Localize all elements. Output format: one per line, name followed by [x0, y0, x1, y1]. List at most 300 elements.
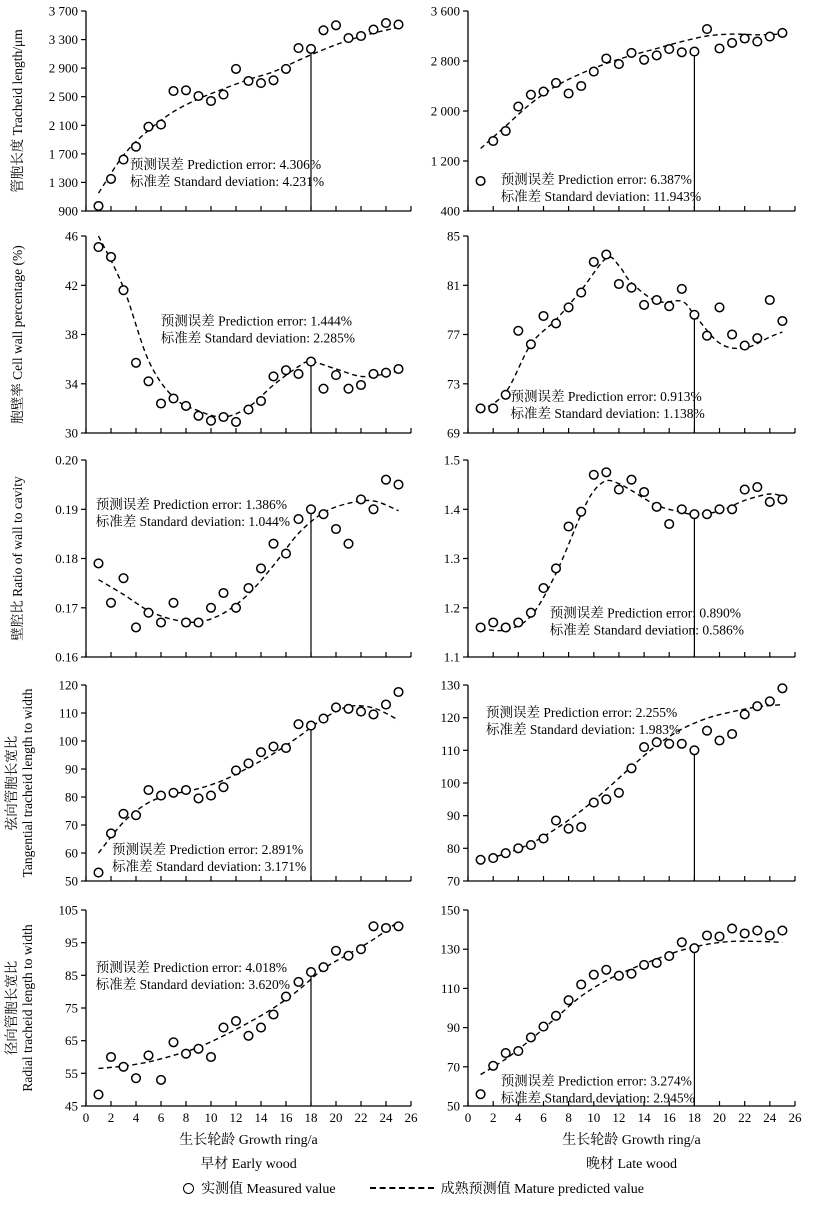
data-point: [169, 87, 178, 96]
prediction-error-annotation: 预测误差 Prediction error: 4.306%: [129, 157, 322, 172]
data-point: [332, 703, 341, 712]
data-point: [344, 539, 353, 548]
data-point: [344, 951, 353, 960]
x-tick-label: 0: [82, 1110, 90, 1125]
data-point: [207, 97, 216, 106]
data-point: [94, 559, 103, 568]
data-point: [501, 623, 510, 632]
data-point: [615, 485, 624, 494]
measured-points: [476, 924, 786, 1098]
data-point: [690, 944, 699, 953]
y-tick-label: 70: [447, 873, 460, 889]
prediction-error-annotation: 预测误差 Prediction error: 0.913%: [510, 388, 702, 404]
data-point: [394, 365, 403, 374]
data-point: [715, 44, 724, 53]
prediction-error-annotation: 预测误差 Prediction error: 6.387%: [500, 172, 692, 187]
data-point: [132, 1074, 141, 1083]
data-point: [728, 924, 737, 933]
x-tick-label: 18: [304, 1110, 318, 1125]
y-tick-label: 1 700: [48, 146, 78, 162]
data-point: [332, 21, 341, 30]
x-tick-label: 20: [329, 1110, 343, 1125]
data-point: [652, 959, 661, 968]
y-tick-label: 2 000: [430, 103, 460, 119]
standard-deviation-annotation: 标准差 Standard deviation: 4.231%: [129, 174, 325, 189]
x-axis-title-early: 生长轮龄 Growth ring/a: [179, 1133, 318, 1148]
data-point: [157, 1076, 166, 1085]
y-tick-label: 1.4: [443, 501, 460, 517]
data-point: [344, 705, 353, 714]
data-point: [307, 45, 316, 54]
data-point: [690, 47, 699, 56]
y-axis-title: 径向管胞长宽比: [4, 960, 19, 1056]
y-tick-label: 70: [447, 1059, 460, 1075]
y-tick-label: 70: [65, 817, 78, 833]
data-point: [357, 707, 366, 716]
data-point: [282, 992, 291, 1001]
y-tick-label: 75: [65, 1000, 78, 1016]
data-point: [514, 844, 523, 853]
data-point: [319, 384, 328, 393]
data-point: [319, 963, 328, 972]
data-point: [539, 87, 548, 96]
data-point: [232, 766, 241, 775]
data-point: [590, 67, 599, 76]
data-point: [369, 370, 378, 379]
standard-deviation-annotation: 标准差 Standard deviation: 3.171%: [112, 859, 307, 874]
data-point: [678, 740, 687, 749]
y-tick-label: 1 200: [430, 153, 460, 169]
data-point: [169, 1038, 178, 1047]
data-point: [627, 49, 636, 58]
data-point: [564, 824, 573, 833]
data-point: [489, 404, 498, 413]
y-tick-label: 42: [65, 277, 78, 293]
y-tick-label: 100: [58, 733, 78, 749]
data-point: [715, 736, 724, 745]
data-point: [382, 475, 391, 484]
data-point: [94, 202, 103, 211]
y-axis-title: Tangential tracheid length to width: [20, 688, 35, 878]
data-point: [144, 122, 153, 131]
data-point: [703, 331, 712, 340]
data-point: [307, 357, 316, 366]
measured-points: [94, 922, 403, 1099]
x-tick-label: 22: [738, 1110, 752, 1125]
data-point: [476, 177, 485, 186]
data-point: [132, 142, 141, 151]
data-point: [369, 505, 378, 514]
data-point: [602, 795, 611, 804]
data-point: [244, 584, 253, 593]
data-point: [778, 495, 787, 504]
data-point: [144, 377, 153, 386]
legend-measured-label: 实测值 Measured value: [201, 1182, 336, 1197]
data-point: [740, 34, 749, 43]
data-point: [501, 849, 510, 858]
data-point: [119, 1063, 128, 1072]
x-tick-label: 26: [404, 1110, 418, 1125]
measured-points: [476, 25, 786, 186]
data-point: [564, 522, 573, 531]
y-axis-title: Radial tracheid length to width: [20, 924, 35, 1092]
y-tick-label: 60: [65, 845, 78, 861]
data-point: [257, 564, 266, 573]
data-point: [690, 510, 699, 519]
data-point: [740, 929, 749, 938]
y-axis-title: 胞壁率 Cell wall percentage (%): [10, 245, 25, 424]
data-point: [144, 608, 153, 617]
x-tick-label: 10: [204, 1110, 218, 1125]
data-point: [665, 740, 674, 749]
data-point: [357, 495, 366, 504]
data-point: [690, 311, 699, 320]
y-tick-label: 3 600: [430, 3, 460, 19]
data-point: [514, 618, 523, 627]
data-point: [194, 92, 203, 101]
data-point: [382, 700, 391, 709]
data-point: [564, 996, 573, 1005]
data-point: [552, 816, 561, 825]
data-point: [144, 1051, 153, 1060]
y-tick-label: 90: [447, 808, 460, 824]
y-tick-label: 2 800: [430, 53, 460, 69]
y-tick-label: 38: [65, 327, 78, 342]
data-point: [476, 1090, 485, 1099]
data-point: [539, 1022, 548, 1031]
x-tick-label: 24: [379, 1110, 393, 1125]
x-tick-label: 22: [354, 1110, 368, 1125]
data-point: [382, 19, 391, 28]
data-point: [740, 485, 749, 494]
y-tick-label: 0.20: [55, 452, 78, 468]
measured-marker-icon: [183, 1183, 194, 1194]
data-point: [527, 1033, 536, 1042]
data-point: [715, 932, 724, 941]
data-point: [169, 394, 178, 403]
data-point: [740, 341, 749, 350]
data-point: [527, 841, 536, 850]
data-point: [652, 503, 661, 512]
data-point: [602, 468, 611, 477]
x-tick-label: 18: [687, 1110, 701, 1125]
data-point: [552, 564, 561, 573]
x-tick-label: 0: [464, 1110, 472, 1125]
data-point: [678, 938, 687, 947]
data-point: [282, 549, 291, 558]
data-point: [294, 978, 303, 987]
chart-early-wood-tracheid-length: [9, 4, 411, 219]
y-tick-label: 1.1: [443, 649, 460, 665]
data-point: [394, 688, 403, 697]
y-tick-label: 95: [65, 935, 78, 951]
data-point: [728, 330, 737, 339]
prediction-error-annotation: 预测误差 Prediction error: 1.386%: [95, 496, 288, 512]
y-tick-label: 34: [65, 376, 78, 392]
data-point: [307, 505, 316, 514]
y-tick-label: 85: [447, 228, 460, 244]
subtitle-early-wood: 早材 Early wood: [200, 1157, 297, 1172]
data-point: [577, 823, 586, 832]
data-point: [514, 327, 523, 336]
data-point: [501, 127, 510, 136]
data-point: [778, 926, 787, 935]
data-point: [219, 783, 228, 792]
data-point: [244, 405, 253, 414]
y-tick-label: 81: [447, 277, 460, 293]
data-point: [194, 618, 203, 627]
chart-early-wood-tangential-length-to-width: [4, 678, 411, 889]
data-point: [678, 505, 687, 514]
data-point: [332, 371, 341, 380]
data-point: [394, 20, 403, 29]
data-point: [107, 829, 116, 838]
data-point: [514, 1047, 523, 1056]
data-point: [182, 86, 191, 95]
data-point: [157, 120, 166, 129]
data-point: [640, 56, 649, 65]
legend: [0, 1178, 827, 1198]
standard-deviation-annotation: 标准差 Standard deviation: 2.945%: [500, 1090, 695, 1106]
data-point: [219, 413, 228, 422]
chart-late-wood-wall-to-cavity-ratio: [444, 453, 795, 665]
y-tick-label: 130: [440, 941, 460, 957]
legend-item-predicted: [370, 1178, 644, 1198]
data-point: [514, 102, 523, 111]
data-point: [219, 589, 228, 598]
y-tick-label: 73: [447, 376, 460, 392]
x-tick-label: 6: [540, 1110, 547, 1125]
x-tick-label: 6: [157, 1110, 165, 1125]
data-point: [552, 79, 561, 88]
y-tick-label: 130: [440, 677, 460, 693]
data-point: [728, 505, 737, 514]
x-tick-label: 12: [229, 1110, 243, 1125]
data-point: [344, 34, 353, 43]
x-tick-label: 2: [489, 1110, 497, 1125]
y-tick-label: 50: [65, 873, 78, 889]
predicted-curve: [99, 706, 399, 853]
data-point: [602, 54, 611, 63]
y-tick-label: 0.17: [55, 600, 78, 616]
chart-early-wood-cell-wall-percentage: [10, 229, 411, 441]
y-tick-label: 2 500: [48, 89, 78, 105]
data-point: [766, 32, 775, 41]
data-point: [539, 834, 548, 843]
data-point: [257, 397, 266, 406]
data-point: [107, 253, 116, 262]
data-point: [778, 29, 787, 38]
data-point: [94, 243, 103, 252]
data-point: [132, 623, 141, 632]
data-point: [615, 971, 624, 980]
data-point: [132, 359, 141, 368]
data-point: [476, 404, 485, 413]
data-point: [778, 317, 787, 326]
x-tick-label: 12: [612, 1110, 626, 1125]
data-point: [219, 1023, 228, 1032]
y-tick-label: 1.3: [443, 551, 460, 566]
data-point: [665, 952, 674, 961]
chart-late-wood-tangential-length-to-width: [441, 678, 796, 889]
data-point: [382, 924, 391, 933]
data-point: [294, 720, 303, 729]
data-point: [319, 714, 328, 723]
prediction-error-annotation: 预测误差 Prediction error: 3.274%: [500, 1073, 692, 1089]
data-point: [307, 968, 316, 977]
prediction-error-annotation: 预测误差 Prediction error: 2.255%: [486, 705, 678, 721]
data-point: [715, 505, 724, 514]
data-point: [294, 515, 303, 524]
data-point: [552, 319, 561, 328]
data-point: [489, 1062, 498, 1071]
standard-deviation-annotation: 标准差 Standard deviation: 3.620%: [95, 977, 291, 993]
data-point: [369, 710, 378, 719]
data-point: [94, 1090, 103, 1099]
data-point: [703, 25, 712, 34]
data-point: [257, 1023, 266, 1032]
data-point: [527, 608, 536, 617]
data-point: [232, 1017, 241, 1026]
data-point: [182, 786, 191, 795]
data-point: [119, 155, 128, 164]
data-point: [107, 599, 116, 608]
data-point: [728, 730, 737, 739]
data-point: [501, 1049, 510, 1058]
data-point: [527, 340, 536, 349]
data-point: [652, 296, 661, 305]
data-point: [282, 366, 291, 375]
data-point: [766, 296, 775, 305]
data-point: [665, 45, 674, 54]
chart-early-wood-radial-length-to-width: [4, 903, 418, 1126]
y-tick-label: 1 300: [48, 174, 78, 190]
data-point: [332, 525, 341, 534]
data-point: [282, 744, 291, 753]
y-tick-label: 65: [65, 1033, 78, 1049]
data-point: [766, 697, 775, 706]
data-point: [119, 574, 128, 583]
data-point: [615, 60, 624, 69]
data-point: [703, 931, 712, 940]
data-point: [489, 618, 498, 627]
data-point: [489, 854, 498, 863]
data-point: [564, 303, 573, 312]
data-point: [615, 789, 624, 798]
data-point: [282, 65, 291, 74]
data-point: [232, 604, 241, 613]
y-tick-label: 85: [65, 967, 78, 983]
data-point: [269, 76, 278, 85]
data-point: [119, 810, 128, 819]
x-tick-label: 8: [182, 1110, 190, 1125]
x-tick-label: 20: [713, 1110, 726, 1125]
data-point: [194, 1045, 203, 1054]
data-point: [690, 746, 699, 755]
y-tick-label: 105: [58, 902, 78, 918]
y-tick-label: 77: [447, 327, 460, 342]
data-point: [244, 77, 253, 86]
y-tick-label: 90: [447, 1020, 460, 1036]
y-tick-label: 400: [440, 203, 460, 219]
data-point: [232, 65, 241, 74]
y-tick-label: 0.16: [55, 649, 78, 665]
x-tick-label: 8: [565, 1110, 572, 1125]
chart-late-wood-tracheid-length: [431, 4, 795, 219]
x-tick-label: 14: [254, 1110, 268, 1125]
data-point: [728, 39, 737, 48]
y-tick-label: 100: [440, 775, 460, 791]
data-point: [357, 381, 366, 390]
x-tick-label: 26: [788, 1110, 802, 1125]
data-point: [107, 1053, 116, 1062]
predicted-curve: [481, 941, 783, 1074]
data-point: [107, 175, 116, 184]
y-tick-label: 110: [440, 980, 460, 996]
y-axis-title: 弦向管胞长宽比: [4, 735, 19, 831]
data-point: [627, 283, 636, 292]
data-point: [564, 89, 573, 98]
data-point: [501, 391, 510, 400]
data-point: [369, 25, 378, 34]
y-tick-label: 80: [65, 789, 78, 805]
data-point: [489, 137, 498, 146]
data-point: [577, 980, 586, 989]
x-tick-label: 4: [515, 1110, 522, 1125]
y-tick-label: 2 900: [48, 60, 78, 76]
data-point: [590, 258, 599, 267]
standard-deviation-annotation: 标准差 Standard deviation: 1.138%: [510, 405, 705, 421]
data-point: [207, 604, 216, 613]
y-tick-label: 150: [440, 902, 460, 918]
y-tick-label: 110: [440, 742, 460, 758]
x-tick-label: 16: [279, 1110, 293, 1125]
data-point: [332, 947, 341, 956]
y-tick-label: 45: [65, 1098, 78, 1114]
data-point: [640, 743, 649, 752]
subtitle-late-wood: 晚材 Late wood: [586, 1157, 677, 1172]
predicted-line-icon: [370, 1187, 434, 1189]
data-point: [602, 966, 611, 975]
data-point: [753, 483, 762, 492]
data-point: [615, 280, 624, 289]
y-axis-title: 管胞长度 Tracheid length/μm: [10, 29, 25, 193]
data-point: [269, 539, 278, 548]
y-tick-label: 3 700: [48, 3, 78, 19]
data-point: [269, 1010, 278, 1019]
data-point: [753, 926, 762, 935]
data-point: [640, 961, 649, 970]
y-tick-label: 900: [58, 203, 78, 219]
y-tick-label: 55: [65, 1065, 78, 1081]
data-point: [144, 786, 153, 795]
data-point: [194, 412, 203, 421]
y-tick-label: 1.2: [443, 600, 460, 616]
data-point: [157, 791, 166, 800]
data-point: [577, 507, 586, 516]
x-tick-label: 10: [587, 1110, 601, 1125]
y-axis-title: 壁腔比 Ratio of wall to cavity: [10, 476, 25, 641]
legend-predicted-label: 成熟预测值 Mature predicted value: [440, 1182, 644, 1197]
prediction-error-annotation: 预测误差 Prediction error: 2.891%: [112, 842, 304, 857]
data-point: [652, 738, 661, 747]
data-point: [753, 702, 762, 711]
chart-early-wood-wall-to-cavity-ratio: [10, 453, 411, 665]
y-tick-label: 90: [65, 761, 78, 777]
data-point: [294, 370, 303, 379]
data-point: [382, 368, 391, 377]
data-point: [232, 418, 241, 427]
